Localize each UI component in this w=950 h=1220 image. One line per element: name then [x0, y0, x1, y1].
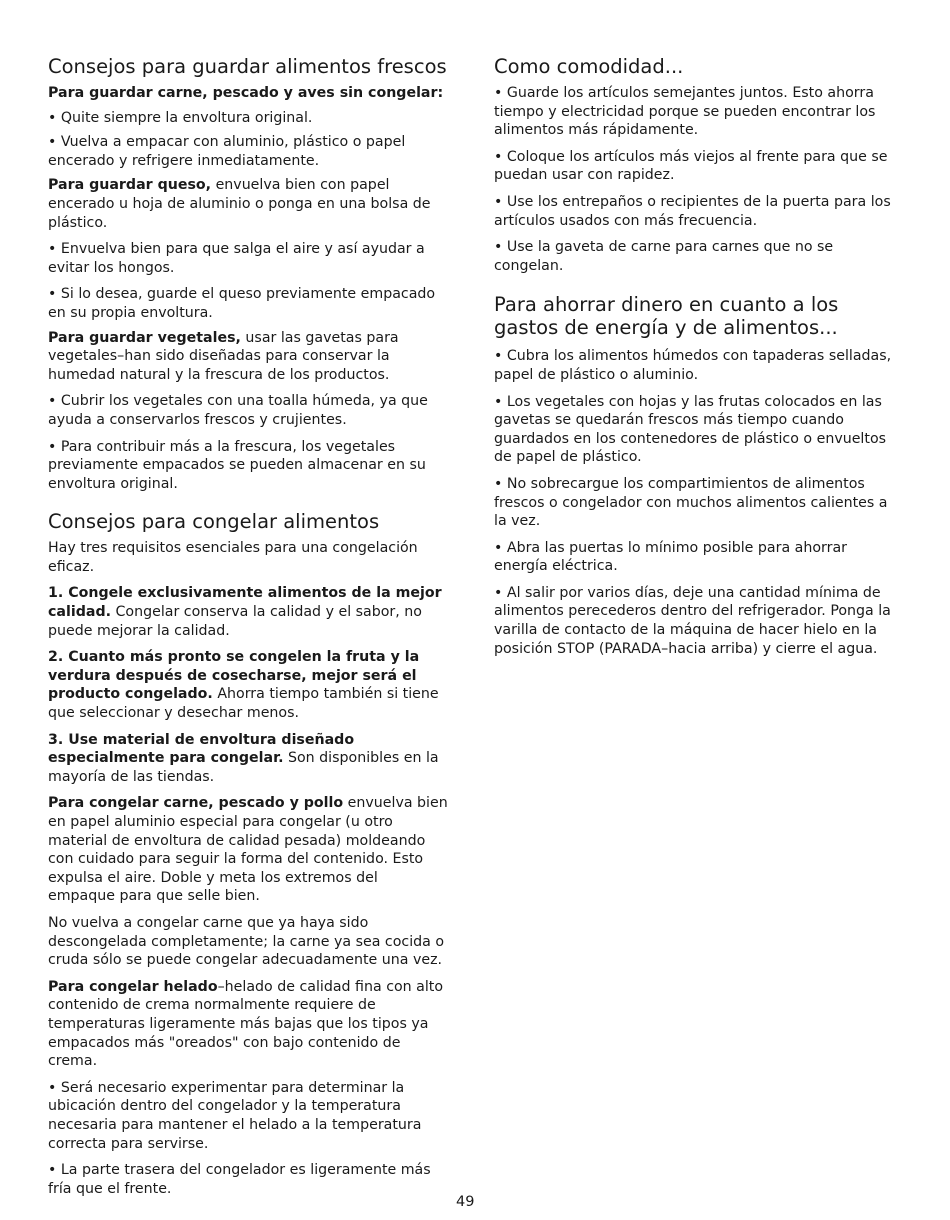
requirement-2: [48, 648, 448, 722]
paragraph-ice-cream: [48, 978, 448, 1071]
tip-no-overload: • No sobrecargue los compartimientos de alimentos frescos o congelador con muchos alimentos calientes a la vez.: [494, 475, 888, 530]
tip-experiment: • Será necesario experimentar para determinar la ubicación dentro del congelador y la temperatura necesaria para mantener el helado a la temperatura correcta para servirse.: [48, 1079, 422, 1152]
requirement-1-label: 1. Congele exclusivamente alimentos de la mejor calidad.: [48, 585, 442, 621]
ice-cream-text: –helado de calidad fina con alto contenido de crema normalmente requiere de temperaturas ligeramente más bajas que los tipos ya empacados más "oreados" con bajo contenido de crema.: [48, 978, 444, 1070]
requirement-1: [48, 584, 448, 640]
vegetables-label: Para guardar vegetales,: [48, 329, 241, 346]
paragraph-requirements: Hay tres requisitos esenciales para una congelación eficaz.: [48, 540, 418, 575]
tip-older-front: • Coloque los artículos más viejos al frente para que se puedan usar con rapidez.: [494, 148, 888, 184]
heading-save-money: Para ahorrar dinero en cuanto a los gastos de energía y de alimentos...: [494, 293, 839, 340]
tip-leafy-vegetables: • Los vegetales con hojas y las frutas colocados en las gavetas se quedarán frescos más tiempo cuando guardados en los contenedores de plástico o envueltos de papel de plástico.: [494, 393, 887, 466]
subheading-meat-fish-poultry: Para guardar carne, pescado y aves sin congelar:: [48, 85, 444, 101]
tip-cheese-packaged: • Si lo desea, guarde el queso previamente empacado en su propia envoltura.: [48, 286, 436, 321]
heading-fresh-storage: Consejos para guardar alimentos frescos: [48, 55, 447, 78]
requirement-3-text: Son disponibles en la mayoría de las tiendas.: [48, 750, 439, 785]
requirement-2-label: 2. Cuanto más pronto se congelen la fruta y la verdura después de cosecharse, mejor será el producto congelado.: [48, 649, 420, 703]
paragraph-refreeze: No vuelva a congelar carne que ya haya sido descongelada completamente; la carne ya sea cocida o cruda sólo se puede congelar adecuadamente una vez.: [48, 914, 445, 969]
tip-back-colder: • La parte trasera del congelador es ligeramente más fría que el frente.: [48, 1162, 431, 1197]
freeze-meat-label: Para congelar carne, pescado y pollo: [48, 795, 344, 812]
tip-rewrap: • Vuelva a empacar con aluminio, plástico o papel encerado y refrigere inmediatamente.: [48, 134, 406, 169]
vegetables-text: usar las gavetas para vegetales–han sido diseñadas para conservar la humedad natural y la frescura de los productos.: [48, 329, 399, 383]
paragraph-freeze-meat: [48, 794, 448, 906]
tip-store-together: • Guarde los artículos semejantes juntos. Esto ahorra tiempo y electricidad porque se pueden encontrar los alimentos más rápidamente.: [494, 85, 876, 139]
tip-wrap-air: • Envuelva bien para que salga el aire y así ayudar a evitar los hongos.: [48, 241, 425, 276]
heading-freezing: Consejos para congelar alimentos: [48, 510, 380, 534]
tip-meat-drawer: • Use la gaveta de carne para carnes que no se congelan.: [494, 239, 834, 274]
tip-packaged-vegetables: • Para contribuir más a la frescura, los vegetales previamente empacados se pueden almacenar en su envoltura original.: [48, 438, 426, 492]
paragraph-vegetables: [48, 329, 448, 385]
tip-damp-towel: • Cubrir los vegetales con una toalla húmeda, ya que ayuda a conservarlos frescos y crujientes.: [48, 393, 428, 428]
paragraph-cheese: [48, 176, 448, 232]
heading-convenience: Como comodidad...: [494, 55, 684, 78]
tip-door-bins: • Use los entrepaños o recipientes de la puerta para los artículos usados con más frecuencia.: [494, 193, 891, 229]
tip-open-doors: • Abra las puertas lo mínimo posible para ahorrar energía eléctrica.: [494, 539, 847, 575]
tip-remove-wrapper: • Quite siempre la envoltura original.: [48, 109, 313, 126]
requirement-3: [48, 731, 448, 787]
freeze-meat-text: envuelva bien en papel aluminio especial para congelar (u otro material de envoltura de calidad pesada) moldeando con cuidado para seguir la forma del contenido. Esto expulsa el aire. Doble y meta los extremos del empaque para que selle bien.: [48, 795, 448, 905]
requirement-3-label: 3. Use material de envoltura diseñado especialmente para congelar.: [48, 731, 355, 767]
tip-vacation: • Al salir por varios días, deje una cantidad mínima de alimentos perecederos dentro del refrigerador. Ponga la varilla de contacto de la máquina de hacer hielo en la posición STOP (PARADA–hacia arriba) y cierre el agua.: [494, 584, 891, 657]
requirement-1-text: Congelar conserva la calidad y el sabor, no puede mejorar la calidad.: [48, 604, 422, 639]
page-number: 49: [456, 1194, 475, 1210]
right-column: [494, 56, 896, 666]
cheese-label: Para guardar queso,: [48, 177, 212, 194]
requirement-2-text: Ahorra tiempo también si tiene que seleccionar y desechar menos.: [48, 686, 439, 722]
cheese-text: envuelva bien con papel encerado u hoja de aluminio o ponga en una bolsa de plástico.: [48, 177, 431, 231]
left-column: [48, 56, 448, 1206]
ice-cream-label: Para congelar helado: [48, 978, 218, 995]
tip-cover-moist: • Cubra los alimentos húmedos con tapaderas selladas, papel de plástico o aluminio.: [494, 348, 892, 383]
